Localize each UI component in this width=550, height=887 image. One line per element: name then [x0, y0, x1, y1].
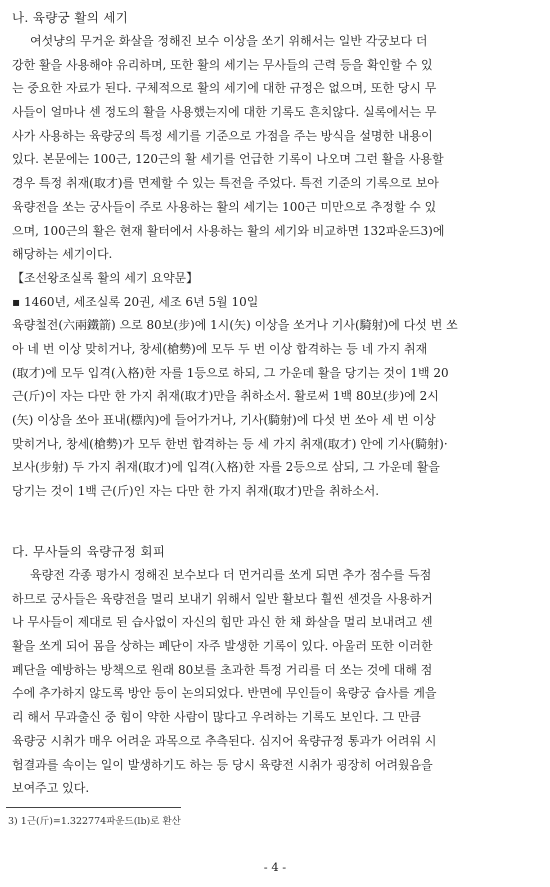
paragraph-line: 활을 쏘게 되어 몸을 상하는 폐단이 자주 발생한 기록이 있다. 아울러 또한 이러한 [12, 639, 433, 654]
paragraph-line: 리 해서 무과출신 중 힘이 약한 사람이 많다고 우려하는 기록도 보인다. 그 만큼 [12, 710, 421, 725]
excerpt-line: 당기는 것이 1백 근(斤)인 자는 다만 한 가지 취재(取才)만을 취하소서. [12, 484, 380, 499]
excerpt-title: 【조선왕조실록 활의 세기 요약문】 [12, 270, 199, 285]
paragraph-line: 사가 사용하는 육량궁의 특정 세기를 기준으로 가점을 주는 방식을 설명한 내용이 [12, 128, 433, 143]
excerpt-source: ▪ 1460년, 세조실록 20권, 세조 6년 5월 10일 [12, 294, 259, 309]
paragraph-line: 있다. 본문에는 100근, 120근의 활 세기를 언급한 기록이 나오며 그런 활을 사용할 [12, 152, 444, 167]
paragraph-line: 하므로 궁사들은 육량전을 멀리 보내기 위해서 일반 활보다 훨씬 센것을 사용하거 [12, 591, 433, 606]
paragraph-line: 으며, 100근의 활은 현재 활터에서 사용하는 활의 세기와 비교하면 132파운드3)에 [12, 223, 445, 238]
footnote: 3) 1근(斤)=1.322774파운드(lb)로 환산 [8, 816, 181, 827]
excerpt-line: 육량철전(六兩鐵箭) 으로 80보(步)에 1시(矢) 이상을 쏘거나 기사(騎射)에 다섯 번 쏘 [12, 318, 458, 333]
excerpt-line: (取才)에 모두 입격(入格)한 자를 1등으로 하되, 그 가운데 활을 당기는 것이 1백 20 [12, 365, 449, 380]
section-heading-da: 다. 무사들의 육량규정 회피 [12, 544, 166, 559]
paragraph-line: 경우 특정 취재(取才)를 면제할 수 있는 특전을 주었다. 특전 기준의 기록으로 보아 [12, 176, 439, 191]
excerpt-line: 아 네 번 이상 맞히거나, 창세(槍勢)에 모두 두 번 이상 합격하는 등 네 가지 취재 [12, 341, 428, 356]
excerpt-line: 근(斤)이 자는 다만 한 가지 취재(取才)만을 취하소서. 활로써 1백 80보(步)에 2시 [12, 389, 439, 404]
excerpt-line: 맞히거나, 창세(槍勢)가 모두 한번 합격하는 등 세 가지 취재(取才) 안에 기사(騎射)· [12, 436, 448, 451]
paragraph-line: 강한 활을 사용해야 유리하며, 또한 활의 세기는 무사들의 근력 등을 확인할 수 있 [12, 57, 433, 72]
paragraph-line: 육량궁 시취가 매우 어려운 과목으로 추측된다. 심지어 육량규정 통과가 어려워 시 [12, 733, 437, 748]
paragraph-line: 험결과를 속이는 일이 발생하기도 하는 등 당시 육량전 시취가 굉장히 어려웠음을 [12, 757, 433, 772]
page-number: - 4 - [263, 860, 287, 874]
section-na-body [12, 30, 532, 504]
paragraph-line: 해당하는 세기이다. [12, 247, 113, 262]
section-heading-na: 나. 육량궁 활의 세기 [12, 10, 129, 25]
paragraph-line: 보여주고 있다. [12, 781, 90, 796]
paragraph-line: 폐단을 예방하는 방책으로 원래 80보를 초과한 특정 거리를 더 쏘는 것에 대해 점 [12, 662, 433, 677]
paragraph-line: 육량전을 쏘는 궁사들이 주로 사용하는 활의 세기는 100근 미만으로 추정할 수 있 [12, 199, 437, 214]
paragraph-line: 나 무사들이 제대로 된 습사없이 자신의 힘만 과신 한 채 화살을 멀리 보내려고 센 [12, 615, 433, 630]
excerpt-line: (矢) 이상을 쏘아 표내(標內)에 들어가거나, 기사(騎射)에 다섯 번 쏘아 세 번 이상 [12, 413, 436, 427]
section-da-body [12, 564, 532, 801]
paragraph-line: 육량전 각종 평가시 정해진 보수보다 더 먼거리를 쏘게 되면 추가 점수를 득점 [30, 568, 432, 582]
paragraph-line: 수에 추가하지 않도록 방안 등이 논의되었다. 반면에 무인들이 육량궁 습사를 게을 [12, 686, 437, 701]
footnote-divider [6, 807, 181, 808]
paragraph-line: 는 중요한 자료가 된다. 구체적으로 활의 세기에 대한 규정은 없으며, 또한 당시 무 [12, 81, 437, 96]
paragraph-line: 여섯냥의 무거운 화살을 정해진 보수 이상을 쏘기 위해서는 일반 각궁보다 더 [30, 34, 428, 48]
paragraph-line: 사들이 얼마나 센 정도의 활을 사용했는지에 대한 기록도 흔치않다. 실록에서는 무 [12, 105, 437, 120]
excerpt-line: 보사(步射) 두 가지 취재(取才)에 입격(入格)한 자를 2등으로 삼되, 그 가운데 활을 [12, 460, 440, 475]
